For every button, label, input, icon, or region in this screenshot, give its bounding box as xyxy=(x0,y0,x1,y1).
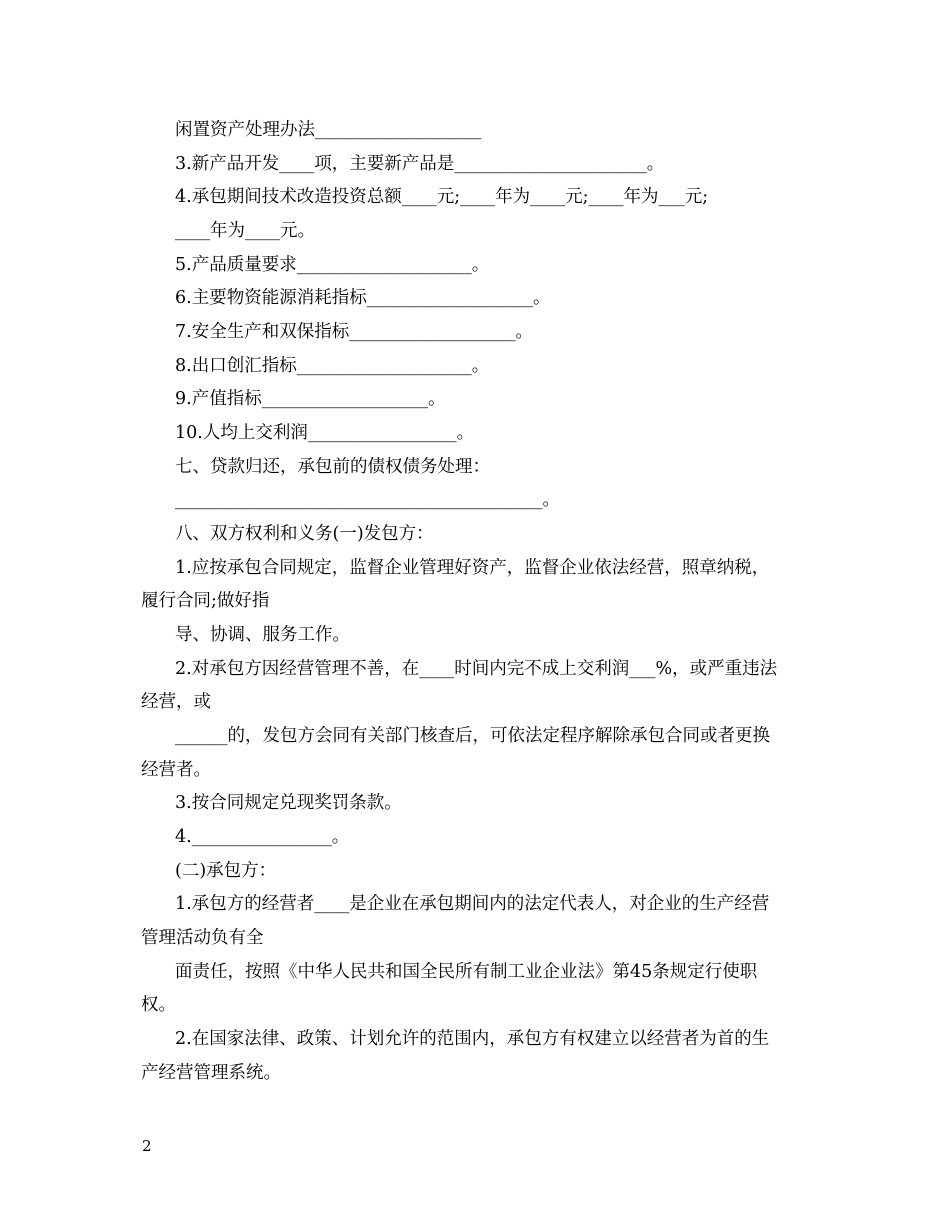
text-line: 6.主要物资能源消耗指标___________________。 xyxy=(175,288,551,308)
text-line: 3.按合同规定兑现奖罚条款。 xyxy=(175,793,402,813)
text-line: 5.产品质量要求____________________。 xyxy=(175,255,490,275)
text-line: 1.应按承包合同规定，监督企业管理好资产，监督企业依法经营，照章纳税， xyxy=(175,558,770,578)
text-line: 4.承包期间技术改造投资总额____元;____年为____元;____年为___元; xyxy=(175,187,709,207)
text-line: ______的，发包方会同有关部门核查后，可依法定程序解除承包合同或者更换 xyxy=(175,726,770,746)
text-line: __________________________________________。 xyxy=(175,490,560,510)
text-line: 2.对承包方因经营管理不善，在____时间内完不成上交利润___%，或严重违法 xyxy=(175,659,778,679)
text-line: 10.人均上交利润_________________。 xyxy=(175,423,475,443)
text-line: 管理活动负有全 xyxy=(141,928,264,948)
text-line: ____年为____元。 xyxy=(175,221,315,241)
text-line: 闲置资产处理办法___________________ xyxy=(175,120,482,140)
text-line: 8.出口创汇指标____________________。 xyxy=(175,356,490,376)
text-line: 面责任，按照《中华人民共和国全民所有制工业企业法》第45条规定行使职 xyxy=(175,962,758,982)
text-line: 产经营管理系统。 xyxy=(141,1063,281,1083)
text-line: 1.承包方的经营者____是企业在承包期间内的法定代表人，对企业的生产经营 xyxy=(175,894,770,914)
page-number: 2 xyxy=(142,1137,152,1155)
text-line: 经营，或 xyxy=(141,692,211,712)
text-line: 3.新产品开发____项，主要新产品是______________________。 xyxy=(175,154,665,174)
text-line: 2.在国家法律、政策、计划允许的范围内，承包方有权建立以经营者为首的生 xyxy=(175,1029,770,1049)
text-line: 权。 xyxy=(141,995,176,1015)
section-heading: 七、贷款归还，承包前的债权债务处理： xyxy=(175,457,490,477)
text-line: 9.产值指标___________________。 xyxy=(175,389,446,409)
text-line: 导、协调、服务工作。 xyxy=(175,625,350,645)
text-line: 经营者。 xyxy=(141,760,211,780)
section-heading: 八、双方权利和义务(一)发包方： xyxy=(175,524,434,544)
section-heading: (二)承包方： xyxy=(175,861,277,881)
text-line: 7.安全生产和双保指标___________________。 xyxy=(175,322,533,342)
text-line: 4.________________。 xyxy=(175,827,350,847)
text-line: 履行合同;做好指 xyxy=(141,591,270,611)
